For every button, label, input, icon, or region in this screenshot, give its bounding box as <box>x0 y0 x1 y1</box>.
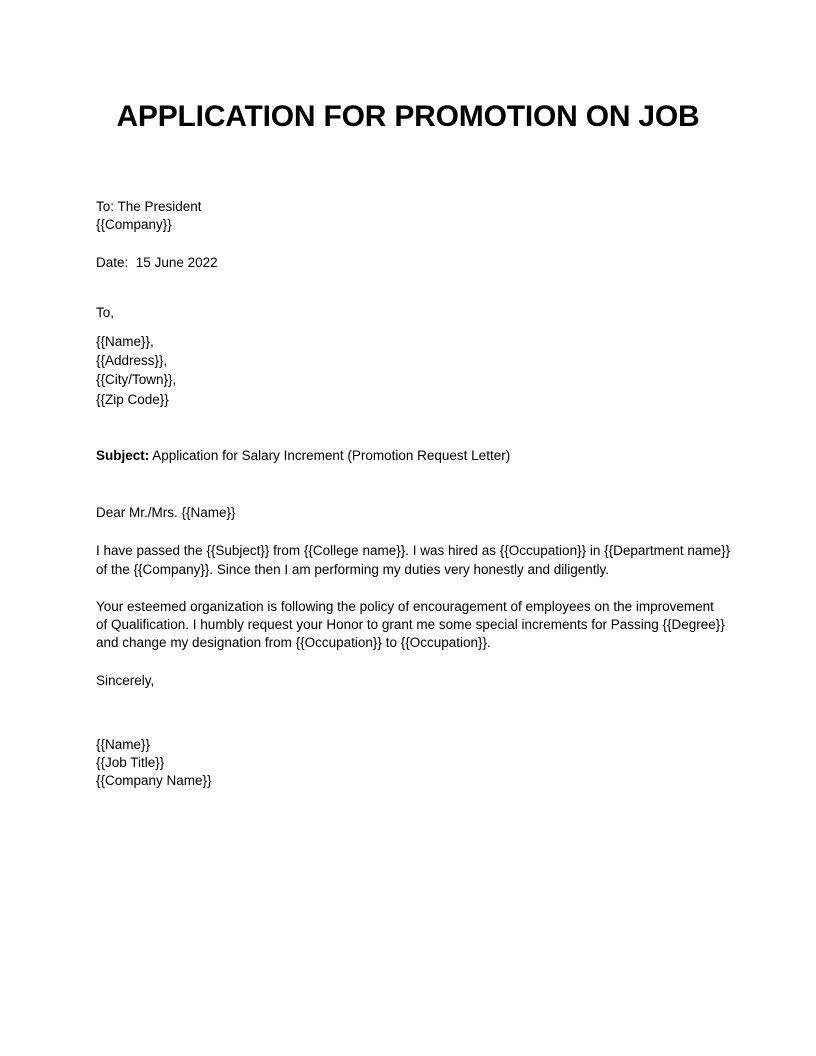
recipient-address: {{Address}}, <box>96 353 168 368</box>
document-title: APPLICATION FOR PROMOTION ON JOB <box>116 100 700 133</box>
to-line: To: The President <box>96 199 202 214</box>
paragraph-2-line-3: and change my designation from {{Occupation}} to {{Occupation}}. <box>96 635 491 650</box>
paragraph-2-line-1: Your esteemed organization is following the policy of encouragement of employees on the improvement <box>96 599 714 614</box>
closing: Sincerely, <box>96 673 155 688</box>
paragraph-2-line-2: of Qualification. I humbly request your Honor to grant me some special increments for Passing {{Degree}} <box>96 617 725 632</box>
greeting: Dear Mr./Mrs. {{Name}} <box>96 505 236 520</box>
recipient-city: {{City/Town}}, <box>96 372 177 387</box>
recipient-name: {{Name}}, <box>96 334 154 349</box>
company-line: {{Company}} <box>96 217 172 232</box>
to-salutation: To, <box>96 305 115 320</box>
signature-name: {{Name}} <box>96 737 151 752</box>
paragraph-1-line-2: of the {{Company}}. Since then I am performing my duties very honestly and diligently. <box>96 562 610 577</box>
signature-job-title: {{Job Title}} <box>96 755 165 770</box>
subject-label: Subject: <box>96 448 150 463</box>
date-line <box>96 254 218 272</box>
paragraph-1-line-1: I have passed the {{Subject}} from {{College name}}. I was hired as {{Occupation}} in {{Department name}} <box>96 543 731 558</box>
recipient-zip: {{Zip Code}} <box>96 392 169 407</box>
date-value: 15 June 2022 <box>135 255 218 270</box>
signature-company-name: {{Company Name}} <box>96 773 212 788</box>
subject-line <box>96 447 510 465</box>
date-label: Date: <box>96 255 129 270</box>
subject-text: Application for Salary Increment (Promotion Request Letter) <box>152 448 511 463</box>
